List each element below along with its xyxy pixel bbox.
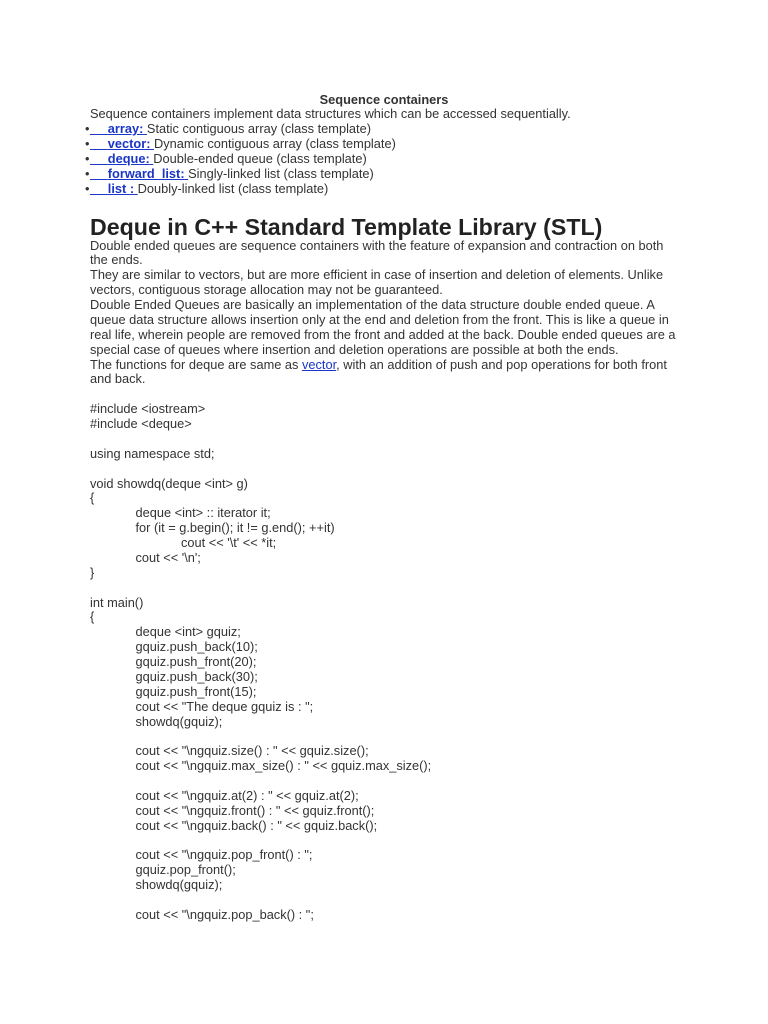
code-line: cout << '\n'; [90, 549, 201, 565]
container-list [90, 122, 768, 196]
list-item [90, 152, 768, 167]
code-line: cout << "\ngquiz.size() : " << gquiz.size(); [90, 743, 369, 759]
code-line: gquiz.push_back(30); [90, 668, 258, 684]
code-line: } [90, 564, 95, 580]
container-link-list[interactable]: list : [107, 180, 135, 196]
bullet-icon [85, 167, 89, 182]
container-link-vector[interactable]: vector: [107, 136, 151, 152]
code-line: cout << "\ngquiz.back() : " << gquiz.back(); [90, 817, 378, 833]
functions-paragraph [90, 358, 680, 388]
item-description: Dynamic contiguous array (class template) [154, 136, 396, 152]
code-line: gquiz.pop_front(); [90, 862, 236, 878]
container-link-deque[interactable]: deque: [107, 150, 150, 166]
code-line: { [90, 609, 95, 625]
blank-line [90, 387, 680, 402]
code-line: cout << "\ngquiz.pop_back() : "; [90, 906, 314, 922]
bullet-icon [85, 137, 89, 152]
item-description: Double-ended queue (class template) [153, 150, 367, 166]
code-line: #include <deque> [90, 416, 192, 432]
paragraph: Double Ended Queues are basically an implementation of the data structure double ended queue. A queue data structure allows insertion only at the end and deletion from the front. This is like a queue in real life, wherein people are removed from the front and added at the back. Double ended queues are a special case of queues where insertion and deletion operations are possible at both the ends. [90, 297, 676, 357]
bullet-icon [85, 122, 89, 137]
list-item [90, 182, 768, 197]
paragraph: Double ended queues are sequence containers with the feature of expansion and contraction on both the ends. [90, 237, 664, 268]
section-intro: Sequence containers implement data structures which can be accessed sequentially. [90, 106, 571, 122]
code-line: deque <int> gquiz; [90, 624, 241, 640]
list-item [90, 122, 768, 137]
code-line: void showdq(deque <int> g) [90, 475, 248, 491]
code-line: cout << "\ngquiz.pop_front() : "; [90, 847, 313, 863]
list-item [90, 137, 768, 152]
blank-line [90, 774, 680, 789]
code-line: deque <int> :: iterator it; [90, 505, 271, 521]
blank-line [90, 581, 680, 596]
code-line: gquiz.push_front(15); [90, 683, 257, 699]
functions-text-after: , with an addition of push and pop operations for both front and back. [90, 356, 667, 387]
code-line: gquiz.push_back(10); [90, 639, 258, 655]
vector-link[interactable]: vector [301, 356, 337, 372]
blank-line [90, 729, 680, 744]
blank-line [90, 462, 680, 477]
functions-text-before: The functions for deque are same as [90, 356, 302, 372]
code-line: #include <iostream> [90, 401, 206, 417]
bullet-icon [85, 152, 89, 167]
item-description: Singly-linked list (class template) [188, 165, 374, 181]
code-line: cout << "\ngquiz.at(2) : " << gquiz.at(2); [90, 787, 359, 803]
section-title: Sequence containers [319, 91, 449, 107]
list-item [90, 167, 768, 182]
code-line: { [90, 490, 95, 506]
paragraph: They are similar to vectors, but are more efficient in case of insertion and deletion of elements. Unlike vectors, contiguous storage allocation may not be guaranteed. [90, 267, 664, 298]
sequence-containers-section [0, 93, 768, 197]
article-heading: Deque in C++ Standard Template Library (STL) [90, 213, 603, 240]
item-description: Static contiguous array (class template) [146, 121, 371, 137]
code-line: cout << "\ngquiz.max_size() : " << gquiz.max_size(); [90, 758, 432, 774]
code-line: showdq(gquiz); [90, 713, 223, 729]
code-line: cout << "\ngquiz.front() : " << gquiz.front(); [90, 802, 375, 818]
code-line: cout << "The deque gquiz is : "; [90, 698, 314, 714]
code-line: using namespace std; [90, 445, 215, 461]
code-line: for (it = g.begin(); it != g.end(); ++it) [90, 520, 335, 536]
code-line: gquiz.push_front(20); [90, 654, 257, 670]
blank-line [90, 893, 680, 908]
code-listing [90, 402, 680, 923]
item-description: Doubly-linked list (class template) [137, 180, 329, 196]
blank-line [90, 432, 680, 447]
code-line: cout << '\t' << *it; [90, 535, 277, 551]
blank-line [90, 834, 680, 849]
bullet-icon [85, 182, 89, 197]
code-line: int main() [90, 594, 144, 610]
code-line: showdq(gquiz); [90, 877, 223, 893]
container-link-array[interactable]: array: [107, 121, 144, 137]
article-body [90, 239, 680, 923]
container-link-forward-list[interactable]: forward_list: [107, 165, 185, 181]
